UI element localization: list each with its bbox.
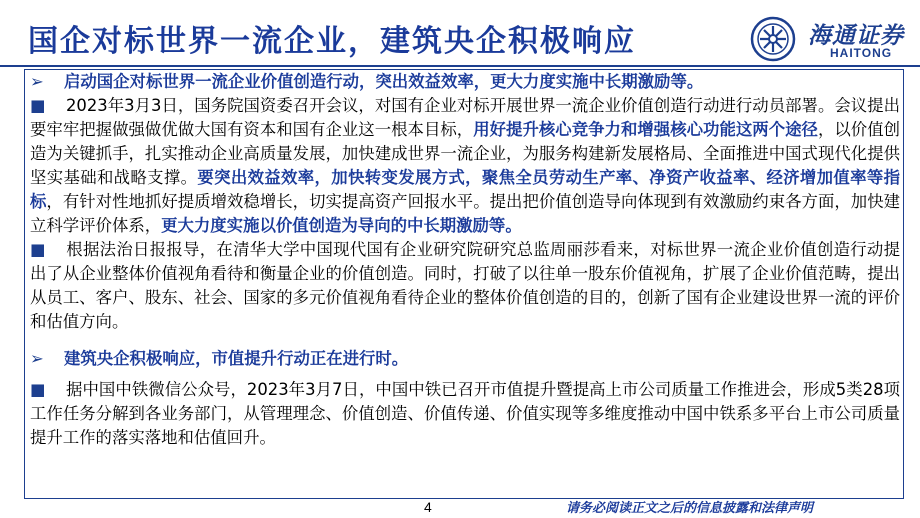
logo-text-cn: 海通证券 [808, 22, 904, 49]
paragraph-text: 2023年3月3日，国务院国资委召开会议，对国有企业对标开展世界一流企业价值创造行动进行动员部署。会议提出要牢牢把握做强做优做大国有资本和国有企业这一根本目标， [30, 96, 900, 139]
paragraph-3 [30, 378, 900, 450]
square-bullet-icon: ■ [30, 96, 46, 115]
paragraph-1 [30, 94, 900, 238]
emphasis-text: 更大力度实施以价值创造为导向的中长期激励等。 [161, 216, 522, 235]
section-heading-text: 建筑央企积极响应，市值提升行动正在进行时。 [64, 349, 409, 368]
section-heading-1 [30, 70, 900, 94]
section-spacer [30, 334, 900, 347]
header-divider [0, 65, 920, 67]
section-heading-2 [30, 347, 900, 371]
paragraph-text: ，有针对性地抓好提质增效稳增长，切实提高资产回报水平。提出把价值创造导向体现到有效激励约束各方面，加快建立科学评价体系， [30, 192, 901, 235]
main-content [30, 70, 900, 450]
square-bullet-icon: ■ [30, 240, 46, 259]
arrow-bullet-icon: ➢ [30, 349, 44, 368]
company-logo [750, 14, 920, 64]
page-number: 4 [424, 499, 432, 515]
paragraph-text: 根据法治日报报导，在清华大学中国现代国有企业研究院研究总监周丽莎看来，对标世界一流企业价值创造行动提出了从企业整体价值视角看待和衡量企业的价值创造。同时，打破了以往单一股东价值视角，扩展了企业价值范畴，提出从员工、客户、股东、社会、国家的多元价值视角看待企业的整体价值创造的目的，创新了国有企业建设世界一流的评价和估值方向。 [30, 240, 900, 331]
paragraph-text: 据中国中铁微信公众号，2023年3月7日，中国中铁已召开市值提升暨提高上市公司质量工作推进会，形成5类28项工作任务分解到各业务部门，从管理理念、价值创造、价值传递、价值实现等多维度推动中国中铁系多平台上市公司质量提升工作的落实落地和估值回升。 [30, 380, 900, 447]
section-heading-text: 启动国企对标世界一流企业价值创造行动，突出效益效率，更大力度实施中长期激励等。 [64, 72, 704, 91]
emphasis-text: 用好提升核心竞争力和增强核心功能这两个途径 [473, 120, 818, 139]
legal-disclaimer: 请务必阅读正文之后的信息披露和法律声明 [566, 501, 814, 516]
logo-text-en: HAITONG [830, 46, 893, 60]
section-spacer [30, 371, 900, 378]
emphasis-text: 要突出效益效率，加快转变发展方式，聚焦全员劳动生产率、净资产收益率、经济增加值率等指标 [30, 168, 900, 211]
square-bullet-icon: ■ [30, 380, 46, 399]
arrow-bullet-icon: ➢ [30, 72, 44, 91]
paragraph-text: ，以价值创造为关键抓手，扎实推动企业高质量发展，加快建成世界一流企业，为服务构建新发展格局、全面推进中国式现代化提供坚实基础和战略支撑。 [30, 120, 901, 187]
page-title: 国企对标世界一流企业，建筑央企积极响应 [28, 24, 636, 59]
paragraph-2 [30, 238, 900, 334]
haitong-logo-icon [750, 16, 796, 62]
